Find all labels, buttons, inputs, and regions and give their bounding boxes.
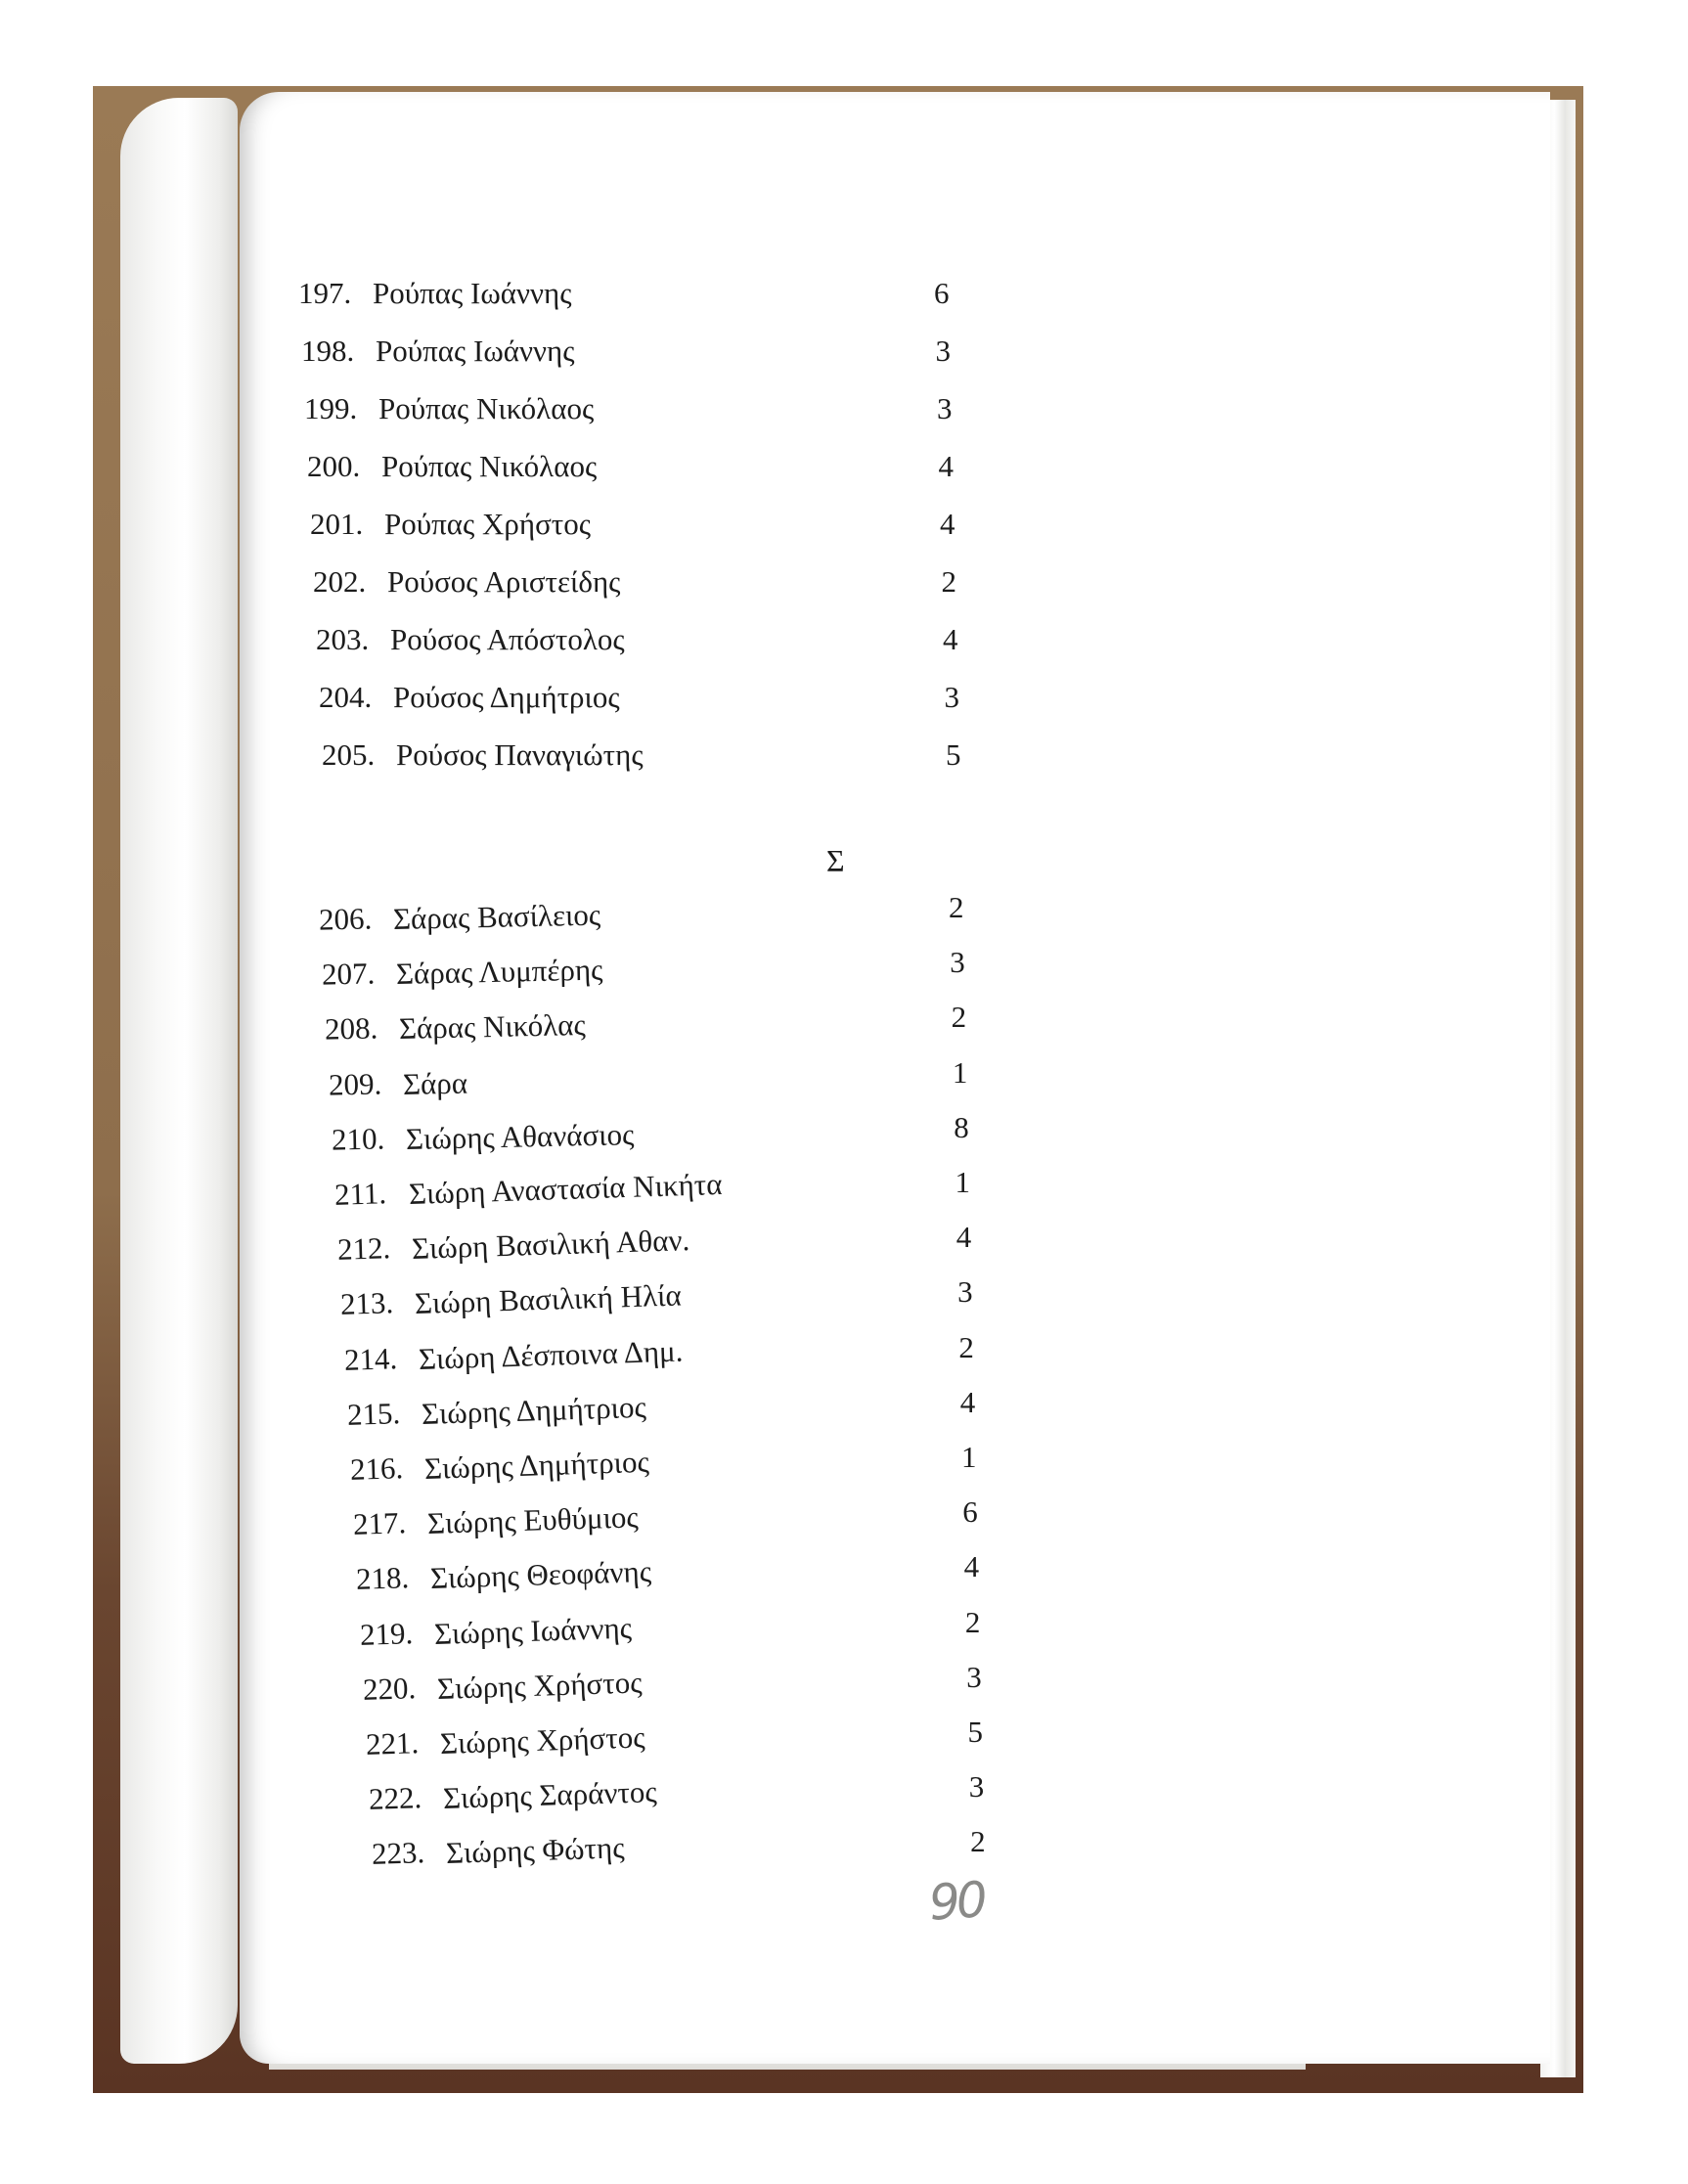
list-item	[0, 387, 1688, 430]
entry-number: 203.	[316, 622, 370, 656]
entry-name: Σιώρης Φώτης	[445, 1830, 626, 1871]
entry-count: 2	[949, 890, 964, 924]
entry-number: 200.	[307, 449, 361, 483]
entry-count: 4	[940, 507, 955, 541]
list-item	[0, 1715, 1688, 1765]
handwritten-page-number: 90	[927, 1871, 986, 1932]
entry-number: 214.	[343, 1340, 398, 1377]
entry-name: Ρούσος Απόστολος	[390, 622, 625, 656]
list-item	[0, 945, 1688, 996]
list-item	[0, 1165, 1688, 1216]
entry-count: 6	[934, 276, 950, 310]
entry-count: 3	[968, 1769, 985, 1805]
entry-number: 220.	[362, 1670, 417, 1707]
entry-number: 219.	[359, 1615, 414, 1652]
entry-number: 209.	[328, 1066, 382, 1102]
list-item	[0, 676, 1688, 719]
list-item	[0, 330, 1688, 373]
list-item	[0, 890, 1688, 941]
list-item	[0, 1494, 1688, 1545]
entry-number: 222.	[368, 1780, 422, 1817]
list-item	[0, 1440, 1688, 1491]
entry-name: Σιώρης Ιωάννης	[433, 1610, 633, 1651]
list-item	[0, 1220, 1688, 1270]
entry-name: Σιώρης Θεοφάνης	[429, 1554, 652, 1596]
list-item	[0, 618, 1688, 661]
list-item	[0, 1824, 1688, 1875]
entry-name: Σάρα	[402, 1065, 467, 1101]
entry-count: 3	[935, 334, 951, 368]
entry-name: Ρούπας Νικόλαος	[381, 449, 598, 483]
entry-count: 3	[950, 945, 965, 980]
list-item	[0, 1604, 1688, 1656]
entry-number: 217.	[352, 1505, 407, 1542]
entry-count: 2	[951, 1000, 967, 1035]
list-item	[0, 1549, 1688, 1600]
list-item	[0, 1000, 1688, 1050]
entry-count: 4	[963, 1549, 980, 1584]
entry-name: Ρούσος Παναγιώτης	[396, 737, 644, 772]
entry-count: 1	[955, 1165, 970, 1199]
list-item	[0, 734, 1688, 777]
entry-name: Σιώρης Χρήστος	[436, 1665, 643, 1706]
entry-count: 2	[970, 1824, 986, 1859]
entry-number: 218.	[355, 1560, 411, 1597]
entry-count: 3	[944, 680, 959, 714]
entry-number: 206.	[318, 901, 373, 937]
list-item	[0, 560, 1688, 603]
entry-name: Σιώρης Σαράντος	[442, 1774, 658, 1816]
entry-number: 205.	[322, 737, 376, 772]
entry-count: 3	[966, 1659, 982, 1694]
list-item	[0, 1769, 1688, 1820]
entry-count: 8	[954, 1109, 969, 1144]
entry-number: 208.	[325, 1010, 378, 1047]
entry-number: 212.	[336, 1230, 391, 1268]
entry-count: 5	[946, 737, 961, 772]
list-item	[0, 445, 1688, 488]
entry-number: 215.	[346, 1395, 401, 1432]
entry-count: 2	[958, 1329, 974, 1364]
entry-number: 210.	[331, 1121, 385, 1157]
entry-name: Ρούσος Δημήτριος	[393, 680, 620, 714]
entry-number: 207.	[321, 956, 376, 992]
entry-number: 221.	[365, 1725, 420, 1761]
entry-name: Σιώρης Αθανάσιος	[405, 1116, 635, 1156]
entry-name: Σιώρης Δημήτριος	[421, 1389, 647, 1431]
entry-count: 1	[961, 1440, 977, 1474]
section-letter: Σ	[826, 843, 845, 878]
entry-number: 202.	[313, 564, 367, 599]
entry-count: 4	[959, 1384, 976, 1419]
entry-count: 4	[955, 1220, 972, 1255]
list-item	[0, 1659, 1688, 1711]
entry-count: 4	[943, 622, 958, 656]
entry-name: Σιώρη Βασιλική Ηλία	[414, 1277, 683, 1321]
entry-count: 5	[967, 1715, 983, 1749]
entry-name: Σιώρη Βασιλική Αθαν.	[411, 1223, 690, 1267]
entry-number: 216.	[349, 1450, 404, 1487]
list-item	[0, 503, 1688, 546]
entry-number: 211.	[333, 1176, 387, 1212]
entry-number: 201.	[310, 507, 364, 541]
list-item	[0, 1384, 1688, 1436]
entry-name: Σιώρη Αναστασία Νικήτα	[408, 1166, 723, 1211]
entry-name: Ρούπας Νικόλαος	[378, 391, 595, 425]
list-item	[0, 272, 1688, 315]
entry-name: Σιώρη Δέσποινα Δημ.	[418, 1333, 684, 1376]
entry-name: Σάρας Νικόλας	[399, 1007, 587, 1047]
entry-name: Σιώρης Δημήτριος	[423, 1444, 650, 1486]
entry-count: 3	[957, 1274, 973, 1310]
entry-number: 204.	[319, 680, 373, 714]
entry-name: Ρούπας Ιωάννης	[373, 276, 572, 310]
entry-name: Σιώρης Ευθύμιος	[426, 1499, 640, 1541]
list-item	[0, 1109, 1688, 1161]
list-item	[0, 1054, 1688, 1106]
list-item	[0, 1274, 1688, 1325]
entry-count: 6	[962, 1494, 978, 1530]
entry-count: 1	[952, 1054, 968, 1090]
entry-number: 197.	[298, 276, 352, 310]
list-item	[0, 1329, 1688, 1381]
entry-count: 3	[937, 391, 953, 425]
entry-count: 2	[964, 1604, 981, 1639]
entry-count: 2	[941, 564, 956, 599]
entry-name: Σιώρης Χρήστος	[439, 1719, 645, 1761]
entry-count: 4	[938, 449, 954, 483]
entry-name: Σάρας Λυμπέρης	[395, 952, 603, 992]
entry-number: 213.	[339, 1285, 395, 1322]
entry-number: 199.	[304, 391, 358, 425]
entry-name: Ρούπας Ιωάννης	[376, 334, 575, 368]
entry-number: 223.	[371, 1835, 426, 1872]
entry-name: Σάρας Βασίλειος	[392, 897, 601, 936]
entry-name: Ρούπας Χρήστος	[384, 507, 592, 541]
entry-name: Ρούσος Αριστείδης	[387, 564, 621, 599]
entry-number: 198.	[301, 334, 355, 368]
